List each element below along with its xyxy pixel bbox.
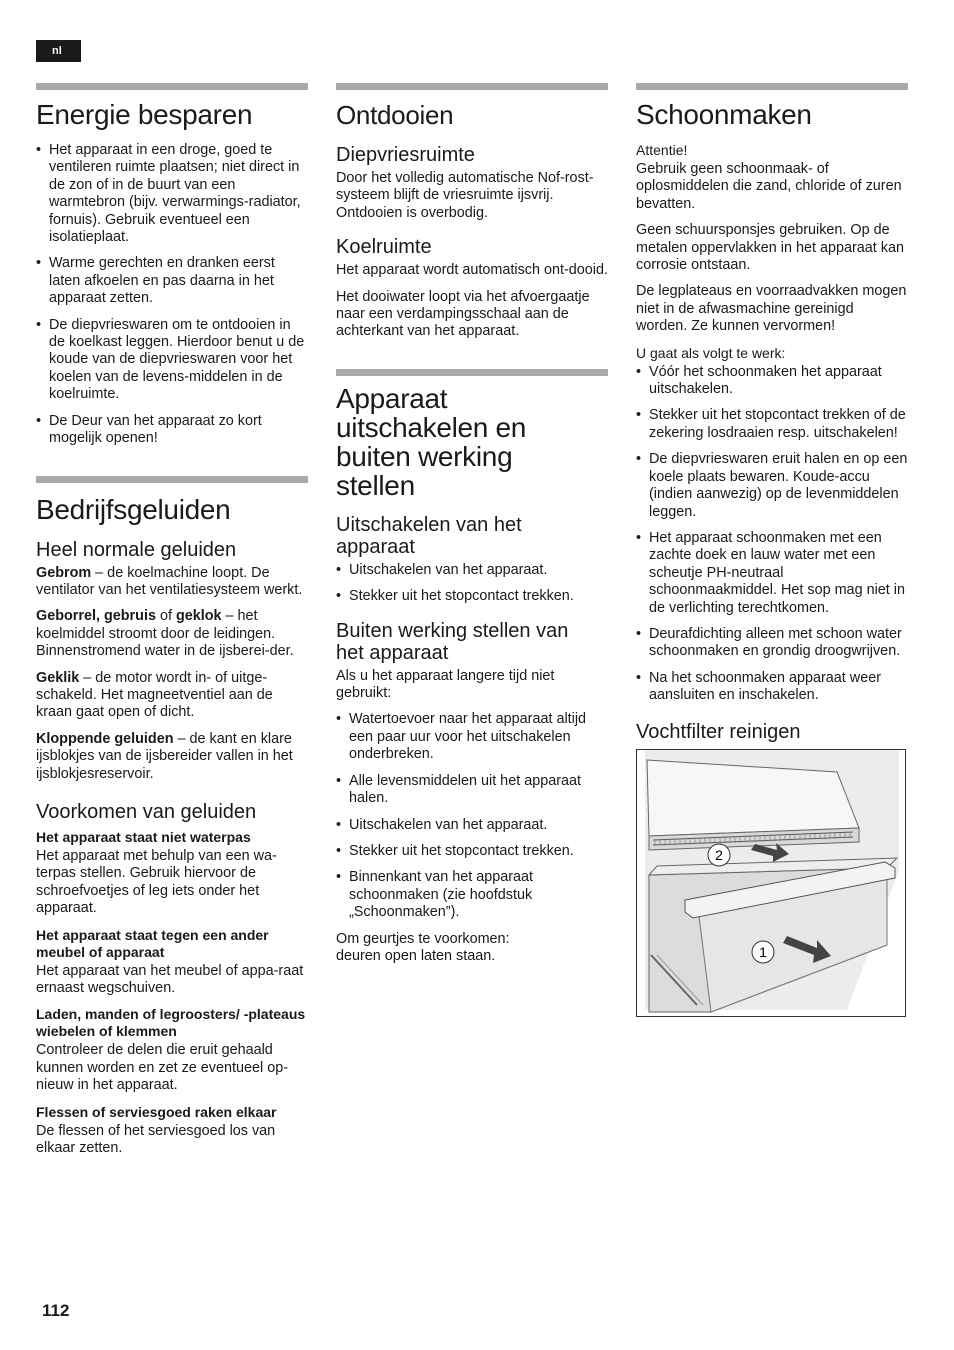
list-item: • Warme gerechten en dranken eerst laten afkoelen en pas daarna in het apparaat zetten.	[36, 255, 308, 307]
noise-geborrel	[36, 608, 308, 660]
column-3	[636, 83, 908, 1017]
drawer-illustration	[636, 749, 906, 1017]
noise-title: Bedrijfsgeluiden	[36, 493, 231, 525]
paragraph: Als u het apparaat langere tijd niet gebruikt:	[336, 667, 555, 702]
section-bar	[336, 83, 608, 90]
subheading: Het apparaat staat niet waterpas	[36, 828, 251, 845]
list-item: • Stekker uit het stopcontact trekken.	[336, 588, 608, 605]
subheading: Flessen of serviesgoed raken elkaar	[36, 1103, 277, 1120]
subheading: Het apparaat staat tegen een ander meubel of apparaat	[36, 926, 269, 960]
paragraph: De legplateaus en voorraadvakken mogen niet in de afwasmachine gereinigd worden. Ze kunnen vervormen!	[636, 283, 907, 335]
defrost-title: Ontdooien	[336, 100, 454, 130]
prevent-noise-title: Voorkomen van geluiden	[36, 800, 257, 823]
paragraph: Het apparaat van het meubel of appa-raat ernaast wegschuiven.	[36, 962, 304, 996]
text: – de kant en klare ijsblokjes van de ijsbereider vallen in het ijsblokjesreservoir.	[36, 730, 293, 782]
list-item: • De Deur van het apparaat zo kort mogelijk openen!	[36, 413, 308, 448]
term: geklok	[175, 608, 222, 625]
language-tag: nl	[36, 40, 81, 62]
drawer-figure	[637, 750, 906, 1017]
list-item: • Stekker uit het stopcontact trekken.	[336, 843, 608, 860]
subheading: Laden, manden of legroosters/ -plateaus wiebelen of klemmen	[36, 1006, 306, 1040]
switch-off-list	[336, 562, 608, 606]
switch-off-title: Uitschakelen van het apparaat	[336, 513, 522, 558]
section-bar	[336, 369, 608, 376]
list-item: • Na het schoonmaken apparaat weer aansluiten en inschakelen.	[636, 670, 908, 705]
noise-geklik	[36, 670, 308, 722]
term: Kloppende geluiden	[36, 730, 174, 747]
text: of	[155, 608, 176, 625]
term: Geborrel, gebruis	[36, 608, 156, 625]
paragraph: Het apparaat wordt automatisch ont-dooid.	[336, 262, 608, 279]
paragraph: Gebruik geen schoonmaak- of oplosmiddelen die zand, chloride of zuren bevatten.	[636, 161, 902, 212]
filter-title: Vochtfilter reinigen	[636, 720, 801, 743]
fridge-title: Koelruimte	[336, 236, 432, 259]
paragraph: Om geurtjes te voorkomen: deuren open laten staan.	[336, 930, 510, 964]
steps-list	[636, 364, 908, 705]
list-item: • Uitschakelen van het apparaat.	[336, 562, 608, 579]
list-item: • Vóór het schoonmaken het apparaat uitschakelen.	[636, 364, 908, 399]
term: Gebrom	[36, 564, 92, 581]
list-item: • Het apparaat in een droge, goed te ventileren ruimte plaatsen; niet direct in de zon of in de buurt van een warmtebron (bijv. verwarmings-radiator, fornuis). Gebruik eventueel een isolatieplaat.	[36, 142, 308, 246]
section-bar	[36, 476, 308, 483]
paragraph: Door het volledig automatische Nof-rost-systeem blijft de vriesruimte ijsvrij. Ontdooien is overbodig.	[336, 170, 594, 221]
energy-list	[36, 142, 308, 448]
section-bar	[636, 83, 908, 90]
noise-gebrom	[36, 565, 308, 600]
list-item: • Binnenkant van het apparaat schoonmaken (zie hoofdstuk „Schoonmaken”).	[336, 869, 608, 921]
column-1	[36, 83, 308, 1166]
figure-label-2: 2	[715, 846, 723, 863]
paragraph: Het dooiwater loopt via het afvoergaatje naar een verdampingsschaal aan de achterkant van het apparaat.	[336, 288, 590, 340]
attention-title: Attentie!	[636, 142, 688, 158]
column-2	[336, 83, 608, 974]
paragraph: Controleer de delen die eruit gehaald kunnen worden en zet ze eventueel op-nieuw in het apparaat.	[36, 1042, 289, 1094]
clean-title: Schoonmaken	[636, 99, 812, 130]
list-item: • Het apparaat schoonmaken met een zachte doek en lauw water met een scheutje PH-neutraal schoonmaakmiddel. Het sop mag niet in de verlichting terechtkomen.	[636, 530, 908, 617]
text: – de koelmachine loopt. De ventilator van het ventilatiesysteem werkt.	[36, 564, 303, 598]
normal-noise-title: Heel normale geluiden	[36, 538, 237, 561]
energy-title: Energie besparen	[36, 99, 253, 130]
section-bar	[36, 83, 308, 90]
paragraph: Geen schuursponsjes gebruiken. Op de metalen oppervlakken in het apparaat kan corrosie ontstaan.	[636, 222, 905, 274]
list-item: • De diepvrieswaren eruit halen en op een koele plaats bewaren. Koude-accu (indien aanwezig) op de levenmiddelen leggen.	[636, 451, 908, 521]
list-item: • Watertoevoer naar het apparaat altijd een paar uur voor het uitschakelen onderbreken.	[336, 711, 608, 763]
paragraph: De flessen of het serviesgoed los van elkaar zetten.	[36, 1122, 276, 1157]
out-of-service-list	[336, 711, 608, 921]
list-item: • Deurafdichting alleen met schoon water schoonmaken en grondig droogwrijven.	[636, 626, 908, 661]
text: – het koelmiddel stroomt door de leidingen. Binnenstromend water in de ijsberei-der.	[36, 608, 294, 660]
paragraph: Het apparaat met behulp van een wa-terpas stellen. Gebruik hiervoor de schroefvoetjes of leg iets onder het apparaat.	[36, 847, 277, 917]
list-item: • Alle levensmiddelen uit het apparaat halen.	[336, 773, 608, 808]
page-number: 112	[42, 1301, 70, 1320]
text: – de motor wordt in- of uitge-schakeld. Het magneetventiel aan de kraan gaat open of dicht.	[36, 669, 273, 721]
list-item: • Uitschakelen van het apparaat.	[336, 817, 608, 834]
shutdown-title: Apparaat uitschakelen en buiten werking stellen	[336, 382, 527, 501]
steps-title: U gaat als volgt te werk:	[636, 344, 786, 361]
list-item: • De diepvrieswaren om te ontdooien in de koelkast leggen. Hierdoor benut u de koude van de diepvrieswaren voor het koelen van de levens-middelen in de koelruimte.	[36, 317, 308, 404]
out-of-service-title: Buiten werking stellen van het apparaat	[336, 619, 569, 664]
term: Geklik	[36, 669, 80, 686]
noise-kloppend	[36, 731, 308, 783]
freezer-title: Diepvriesruimte	[336, 144, 475, 166]
figure-label-1: 1	[759, 943, 767, 960]
list-item: • Stekker uit het stopcontact trekken of de zekering losdraaien resp. uitschakelen!	[636, 407, 908, 442]
